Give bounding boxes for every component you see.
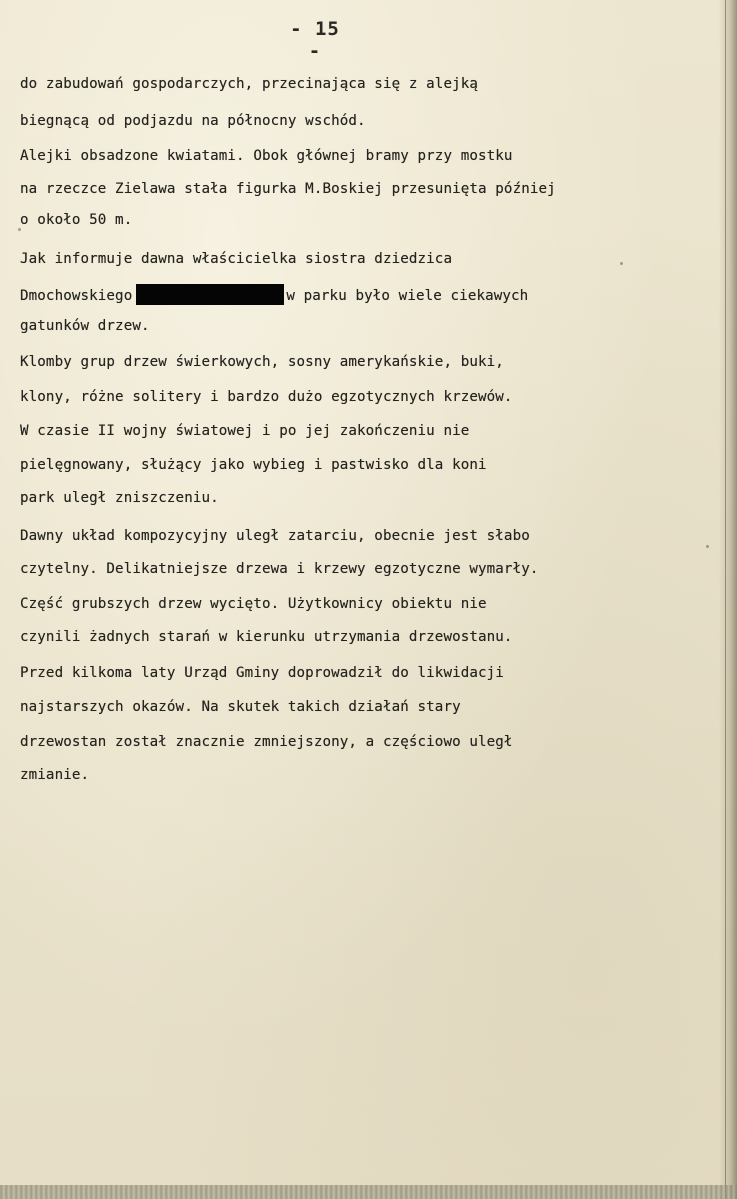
page-number: - 15 - [290,18,340,62]
text-line-with-redaction [20,284,528,305]
text-line: zmianie. [20,767,90,783]
text-line: do zabudowań gospodarczych, przecinająca się z alejką [20,76,479,92]
text-line: gatunków drzew. [20,318,150,334]
text-line: Klomby grup drzew świerkowych, sosny amerykańskie, buki, [20,354,504,370]
page-bottom-edge [0,1185,737,1199]
text-fragment: Dmochowskiego [20,288,133,304]
text-line: biegnącą od podjazdu na północny wschód. [20,113,366,129]
text-line: na rzeczce Zielawa stała figurka M.Boskiej przesunięta później [20,181,556,197]
redaction-bar [136,284,284,305]
text-line: czynili żadnych starań w kierunku utrzymania drzewostanu. [20,629,513,645]
ink-speck [706,545,709,548]
text-line: najstarszych okazów. Na skutek takich działań stary [20,699,461,715]
text-line: Alejki obsadzone kwiatami. Obok głównej bramy przy mostku [20,148,513,164]
ink-speck [620,262,623,265]
text-line: Przed kilkoma laty Urząd Gminy doprowadził do likwidacji [20,665,504,681]
text-line: czytelny. Delikatniejsze drzewa i krzewy egzotyczne wymarły. [20,561,539,577]
text-line: W czasie II wojny światowej i po jej zakończeniu nie [20,423,470,439]
text-line: drzewostan został znacznie zmniejszony, a częściowo uległ [20,734,513,750]
text-line: Część grubszych drzew wycięto. Użytkownicy obiektu nie [20,596,487,612]
text-line: park uległ zniszczeniu. [20,490,219,506]
text-line: o około 50 m. [20,212,133,228]
text-line: pielęgnowany, służący jako wybieg i pastwisko dla koni [20,457,487,473]
text-line: klony, różne solitery i bardzo dużo egzotycznych krzewów. [20,389,513,405]
text-fragment: w parku było wiele ciekawych [286,288,529,304]
text-line: Dawny układ kompozycyjny uległ zatarciu, obecnie jest słabo [20,528,530,544]
ink-speck [18,228,21,231]
text-line: Jak informuje dawna właścicielka siostra dziedzica [20,251,453,267]
